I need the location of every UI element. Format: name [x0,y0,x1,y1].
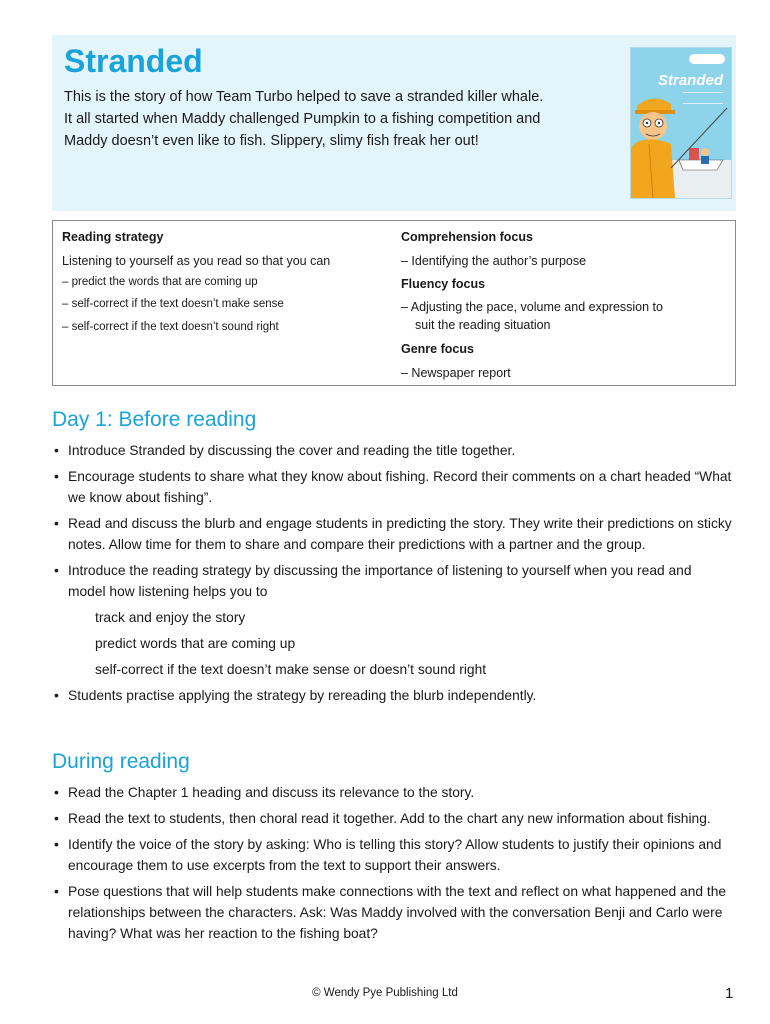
page-number: 1 [725,985,734,1002]
reading-strategy-item: – predict the words that are coming up [62,276,258,288]
fluency-focus-item-line: suit the reading situation [415,318,551,332]
strategy-box [52,220,736,386]
book-title: Stranded [64,43,203,79]
sub-list-item: self-correct if the text doesn’t make sense or doesn’t sound right [95,662,487,677]
comprehension-focus-heading: Comprehension focus [401,230,533,244]
list-item: • Introduce Stranded by discussing the cover and reading the title together. [52,440,732,461]
list-item: • Read and discuss the blurb and engage students in predicting the story. They write their predictions on sticky notes. Allow time for them to share and compare their predictions with a partner and the group. [52,513,732,555]
day1-heading: Day 1: Before reading [52,408,257,431]
book-cover-image [630,47,732,199]
cover-title: Stranded [657,72,723,89]
cover-illustration [631,48,731,198]
cover-series-badge [689,54,725,64]
fluency-focus-heading: Fluency focus [401,277,486,291]
sub-list-item: predict words that are coming up [95,636,296,651]
list-item: • Read the text to students, then choral read it together. Add to the chart any new information about fishing. [52,808,732,829]
sub-list-item: track and enjoy the story [95,610,246,625]
reading-strategy-item: – self-correct if the text doesn’t make sense [62,298,284,310]
genre-focus-item: – Newspaper report [401,366,511,380]
cover-subtitle-lines [683,92,723,104]
list-item: • Introduce the reading strategy by discussing the importance of listening to yourself when you read and model how listening helps you to [52,560,732,602]
list-item: • Identify the voice of the story by asking: Who is telling this story? Allow students to justify their opinions and encourage them to use excerpts from the text to support their answers. [52,834,732,876]
reading-strategy-intro: Listening to yourself as you read so that you can [62,254,331,268]
genre-focus-heading: Genre focus [401,342,474,356]
day1-bullet-list [52,440,732,711]
list-item: • Pose questions that will help students make connections with the text and reflect on what happened and the relationships between the characters. Ask: Was Maddy involved with the conversation Benji and Carlo were having? What was her reaction to the fishing boat? [52,881,732,944]
list-item: • Encourage students to share what they know about fishing. Record their comments on a chart headed “What we know about fishing”. [52,466,732,508]
reading-strategy-item: – self-correct if the text doesn’t sound right [62,321,279,333]
reading-strategy-heading: Reading strategy [62,230,164,244]
list-item: • Read the Chapter 1 heading and discuss its relevance to the story. [52,782,732,803]
book-blurb: This is the story of how Team Turbo helped to save a stranded killer whale. It all started when Maddy challenged Pumpkin to a fishing competition and Maddy doesn’t even like to fish. Slippery, slimy fish freak her out! [64,89,544,149]
comprehension-focus-item: – Identifying the author’s purpose [401,254,587,268]
fluency-focus-item-line: – Adjusting the pace, volume and expression to [401,300,663,314]
hero-panel [52,35,736,211]
during-reading-heading: During reading [52,750,190,773]
copyright-footer: © Wendy Pye Publishing Ltd [312,987,458,999]
during-bullet-list [52,782,732,949]
list-item: • Students practise applying the strategy by rereading the blurb independently. [52,685,732,706]
